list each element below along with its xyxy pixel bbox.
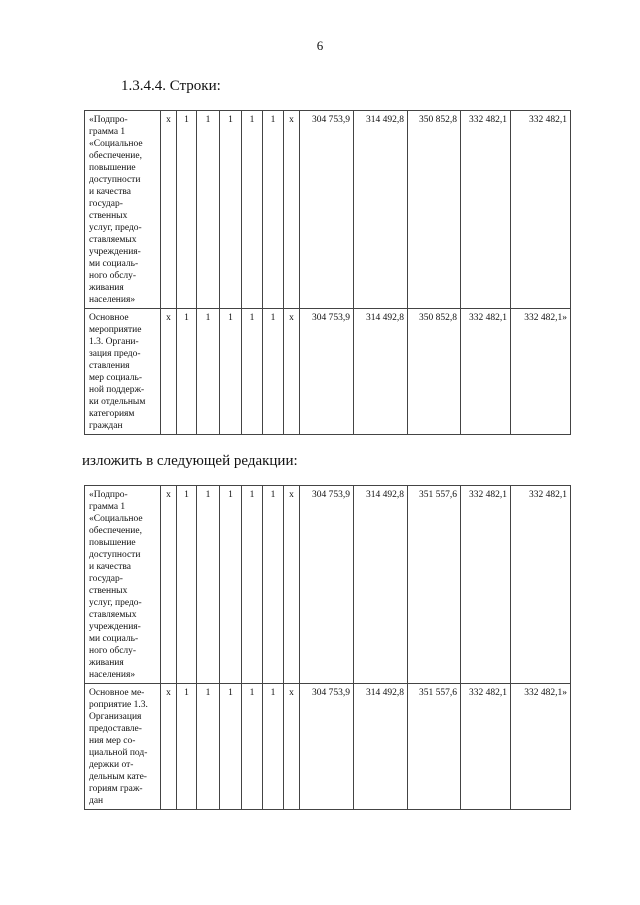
amount-cell: 332 482,1» [511,309,571,435]
code-cell: 1 [263,309,284,435]
amount-cell: 304 753,9 [300,684,354,810]
code-cell: 1 [197,684,220,810]
amount-cell: 304 753,9 [300,111,354,309]
row-name-cell: «Подпро- грамма 1 «Социальное обеспечение, повышение доступности и качества государ- ственных услуг, предо- ставляемых учреждения- ми социаль- ного обслу- живания населения» [85,486,161,684]
code-cell: x [161,486,177,684]
code-cell: x [284,684,300,810]
amount-cell: 332 482,1 [511,111,571,309]
code-cell: 1 [220,111,242,309]
code-cell: 1 [263,684,284,810]
instruction-text: изложить в следующей редакции: [82,453,298,469]
row-name-cell: Основное мероприятие 1.3. Органи- зация предо- ставления мер социаль- ной поддерж- ки отдельным категориям граждан [85,309,161,435]
code-cell: x [161,309,177,435]
code-cell: 1 [220,684,242,810]
code-cell: 1 [220,486,242,684]
section-heading: 1.3.4.4. Строки: [121,78,221,94]
code-cell: x [284,309,300,435]
amount-cell: 314 492,8 [354,309,408,435]
code-cell: 1 [177,684,197,810]
code-cell: x [161,684,177,810]
code-cell: 1 [197,111,220,309]
code-cell: 1 [177,309,197,435]
amount-cell: 304 753,9 [300,309,354,435]
amount-cell: 314 492,8 [354,111,408,309]
amount-cell: 332 482,1 [461,309,511,435]
code-cell: x [284,486,300,684]
amount-cell: 332 482,1 [461,684,511,810]
code-cell: 1 [177,486,197,684]
amount-cell: 332 482,1 [461,486,511,684]
amount-cell: 314 492,8 [354,486,408,684]
amount-cell: 332 482,1» [511,684,571,810]
table-row [85,684,571,810]
amount-cell: 351 557,6 [408,486,461,684]
page-number: 6 [316,38,324,53]
code-cell: 1 [242,486,263,684]
table-row [85,309,571,435]
code-cell: 1 [242,309,263,435]
code-cell: 1 [197,486,220,684]
original-rows-table [84,110,571,435]
amount-cell: 304 753,9 [300,486,354,684]
code-cell: x [284,111,300,309]
table-row [85,486,571,684]
amount-cell: 351 557,6 [408,684,461,810]
code-cell: x [161,111,177,309]
code-cell: 1 [263,111,284,309]
code-cell: 1 [177,111,197,309]
code-cell: 1 [197,309,220,435]
code-cell: 1 [242,111,263,309]
amount-cell: 332 482,1 [511,486,571,684]
amount-cell: 314 492,8 [354,684,408,810]
table-row [85,111,571,309]
amount-cell: 332 482,1 [461,111,511,309]
revised-rows-table [84,485,571,810]
row-name-cell: Основное ме- роприятие 1.3. Организация предоставле- ния мер со- циальной под- держки от- дельным кате- гориям граж- дан [85,684,161,810]
amount-cell: 350 852,8 [408,309,461,435]
code-cell: 1 [242,684,263,810]
code-cell: 1 [263,486,284,684]
code-cell: 1 [220,309,242,435]
row-name-cell: «Подпро- грамма 1 «Социальное обеспечение, повышение доступности и качества государ- ственных услуг, предо- ставляемых учреждения- ми социаль- ного обслу- живания населения» [85,111,161,309]
amount-cell: 350 852,8 [408,111,461,309]
